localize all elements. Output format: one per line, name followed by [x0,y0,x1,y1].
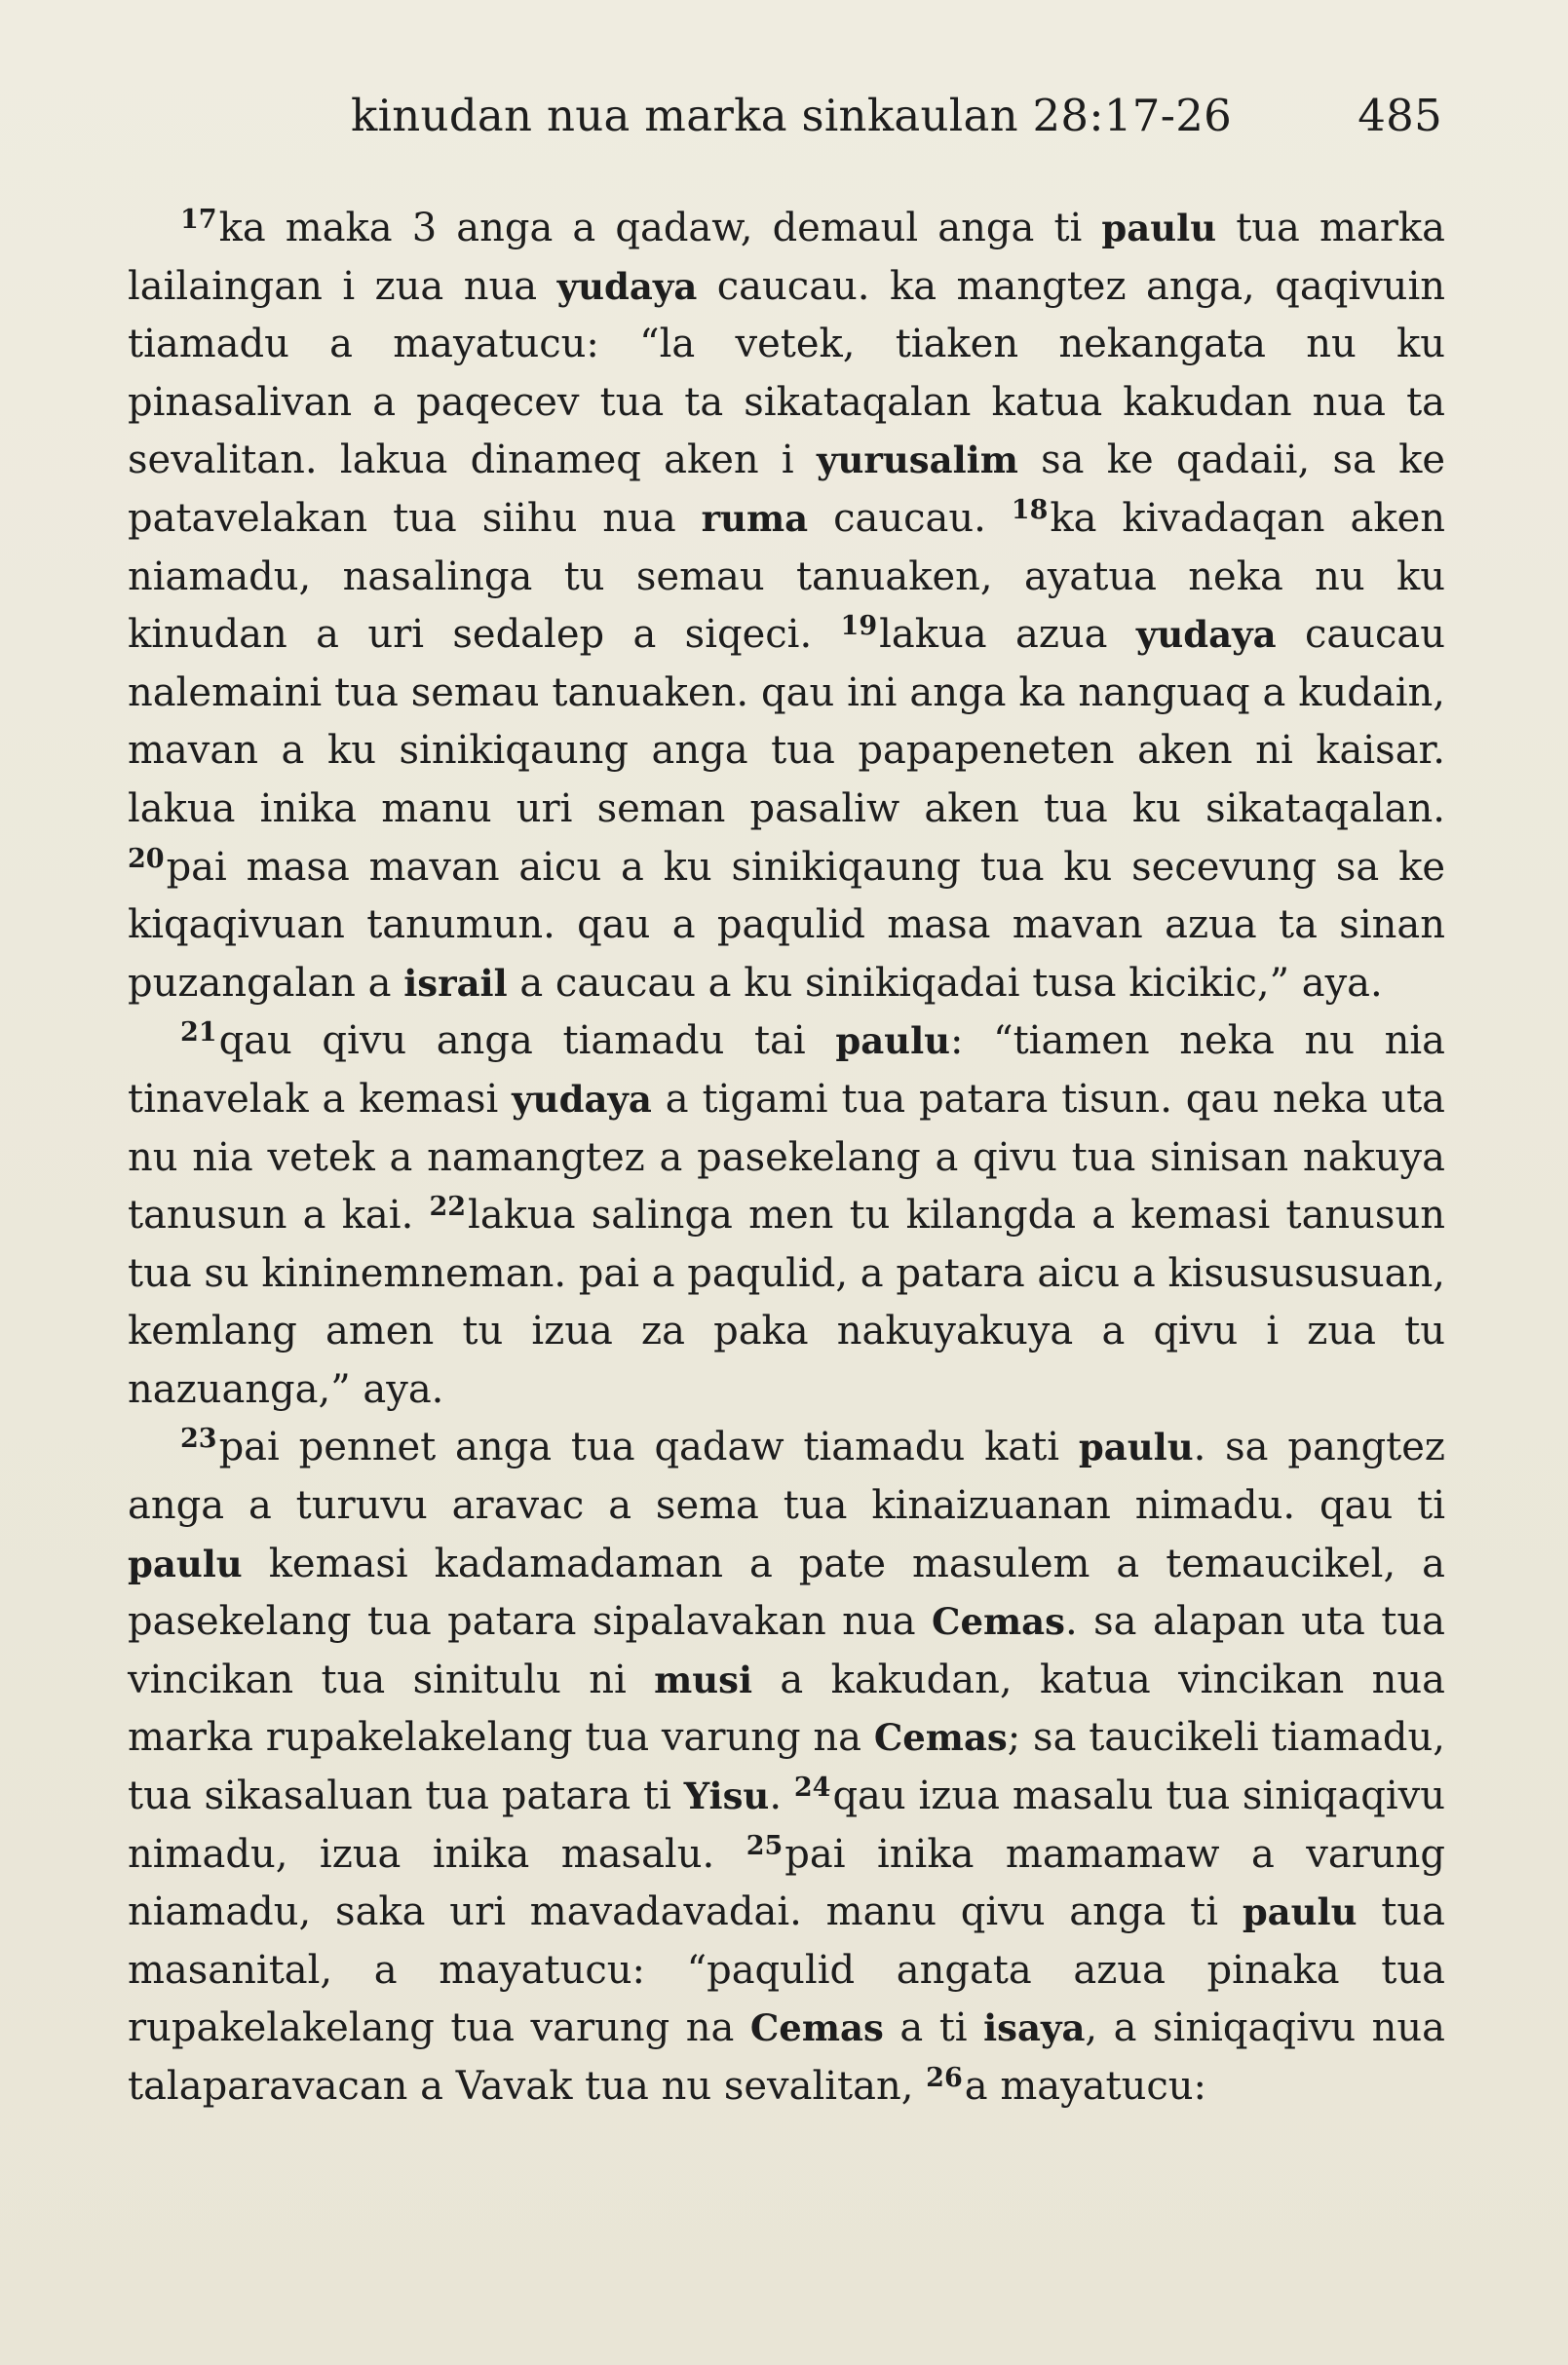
proper-name: Yisu [683,1774,770,1818]
proper-name: yudaya [1135,613,1277,657]
page-number: 485 [1358,90,1442,141]
verse-text: a mayatucu: [964,2064,1207,2109]
running-title: kinudan nua marka sinkaulan 28:17-26 [351,90,1233,141]
verse-text: a caucau a ku sinikiqadai tusa kicikic,” aya. [507,960,1383,1006]
proper-name: paulu [1101,207,1217,249]
verse-text: a kakudan, katua vincikan nua marka rupakelakelang tua varung na [128,1657,1445,1761]
verse-number: 22 [429,1192,467,1223]
paragraph [128,1419,1445,2116]
verse-text: tua marka lailaingan i zua nua [128,206,1445,309]
verse-text: . sa pangtez anga a turuvu aravac a sema tua kinaizuanan nimadu. qau ti [128,1425,1446,1529]
verse-text: . [769,1774,794,1819]
proper-name: paulu [1078,1426,1194,1469]
proper-name: Cemas [749,2006,884,2050]
page-header [351,90,1442,148]
proper-name: Cemas [873,1716,1008,1760]
verse-number: 21 [180,1017,217,1049]
verse-text: caucau. [808,495,1012,541]
proper-name: yudaya [556,264,698,308]
verse-text: ; sa taucikeli tiamadu, tua sikasaluan tua patara ti [128,1715,1445,1819]
verse-text: a tigami tua patara tisun. qau neka uta nu nia vetek a namangtez a pasekelang a qivu tua sinisan nakuya tanusun a kai. [128,1076,1446,1239]
proper-name: yurusalim [817,439,1018,482]
paragraph [128,1012,1445,1419]
proper-name: israil [403,961,508,1005]
verse-text: sa ke qadaii, sa ke patavelakan tua siihu nua [128,438,1445,541]
body-text [128,200,1445,2117]
verse-text: a ti [883,2005,984,2051]
verse-number: 19 [840,611,878,642]
verse-text: : “tiamen neka nu nia tinavelak a kemasi [128,1018,1445,1122]
verse-text: . sa alapan uta tua vincikan tua sinitulu ni [128,1599,1445,1702]
proper-name: Cemas [932,1600,1065,1644]
verse-text: pai masa mavan aicu a ku sinikiqaung tua ku secevung sa ke kiqaqivuan tanumun. qau a paqulid masa mavan azua ta sinan puzangalan a [128,844,1445,1006]
proper-name: yudaya [512,1077,652,1121]
verse-text: tua masanital, a mayatucu: “paqulid angata azua pinaka tua rupakelakelang tua varung na [128,1889,1445,2051]
verse-text: pai pennet anga tua qadaw tiamadu kati [218,1425,1079,1470]
verse-number: 24 [793,1773,831,1804]
verse-text: caucau nalemaini tua semau tanuaken. qau ini anga ka nanguaq a kudain, mavan a ku sinikiqaung anga tua papapeneten aken ni kaisar. lakua inika manu uri seman pasaliw aken tua ku sikataqalan. [128,612,1445,831]
proper-name: paulu [1242,1890,1358,1934]
verse-number: 26 [926,2063,963,2093]
verse-text: lakua salinga men tu kilangda a kemasi tanusun tua su kininemneman. pai a paqulid, a patara aicu a kisusususuan, kemlang amen tu izua za paka nakuyakuya a qivu i zua tu nazuanga,” aya. [128,1193,1445,1412]
verse-text: ka kivadaqan aken niamadu, nasalinga tu semau tanuaken, ayatua neka nu ku kinudan a uri sedalep a siqeci. [128,495,1445,658]
verse-text: qau izua masalu tua siniqaqivu nimadu, izua inika masalu. [128,1774,1445,1877]
proper-name: ruma [701,496,809,540]
verse-text: lakua azua [879,612,1136,658]
proper-name: paulu [835,1019,951,1063]
proper-name: musi [654,1658,753,1701]
verse-number: 23 [180,1424,217,1455]
proper-name: paulu [128,1542,243,1585]
verse-text: kemasi kadamadaman a pate masulem a temaucikel, a pasekelang tua patara sipalavakan nua [128,1541,1445,1645]
verse-number: 20 [128,843,165,874]
verse-text: , a siniqaqivu nua talaparavacan a Vavak tua nu sevalitan, [128,2005,1445,2109]
verse-text: qau qivu anga tiamadu tai [218,1018,836,1064]
verse-number: 18 [1011,494,1049,525]
verse-text: pai inika mamamaw a varung niamadu, saka uri mavadavadai. manu qivu anga ti [128,1831,1445,1935]
verse-number: 17 [180,205,217,235]
verse-text: ka maka 3 anga a qadaw, demaul anga ti [218,206,1102,250]
proper-name: isaya [983,2006,1086,2050]
verse-number: 25 [746,1830,784,1861]
verse-text: caucau. ka mangtez anga, qaqivuin tiamadu a mayatucu: “la vetek, tiaken nekangata nu ku pinasalivan a paqecev tua ta sikataqalan katua kakudan nua ta sevalitan. lakua dinameq aken i [128,263,1446,483]
paragraph [128,200,1445,1012]
